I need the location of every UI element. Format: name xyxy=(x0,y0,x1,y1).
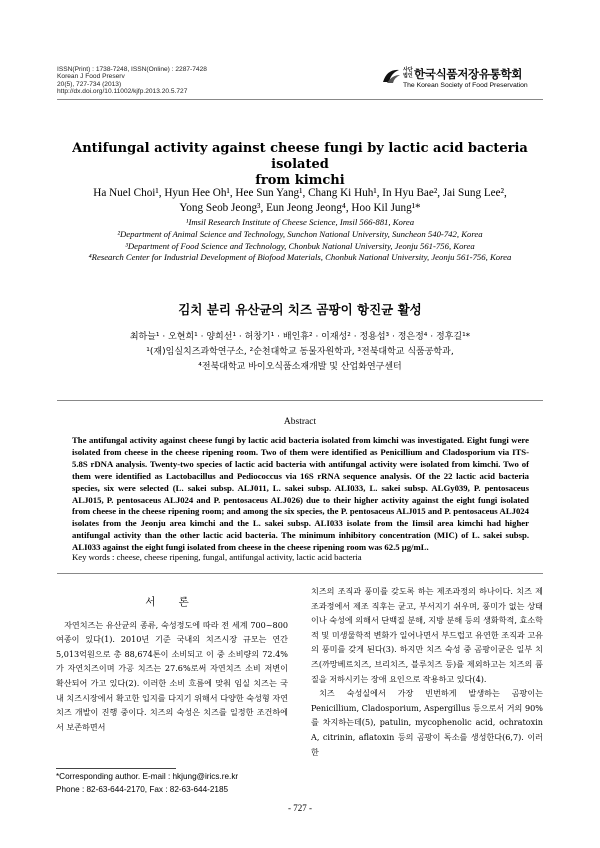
korean-affiliation-2: ⁴전북대학교 바이오식품소재개발 및 산업화연구센터 xyxy=(198,362,402,372)
korean-authors: 최하늘¹ · 오현희¹ · 양희선¹ · 허창기¹ · 배인휴² · 이재성² · 정용섭³ · 정은정⁴ · 정후길¹* xyxy=(129,332,471,342)
footnote-divider xyxy=(56,768,176,769)
corresponding-phone: Phone : 82-63-644-2170, Fax : 82-63-644-2185 xyxy=(56,784,229,794)
intro-paragraph-2: 치즈의 조직과 풍미를 갖도록 하는 제조과정의 하나이다. 치즈 제조과정에서 제조 직후는 균고, 부서지기 쉬우며, 풍미가 없는 상태이나 숙성에 의해서 단백질 분해, 지방 분해 등의 생화학적, 효소학적 및 미생물학적 변화가 일어나면서 부드럽고 유연한 조직과 고유의 풍미를 갖게 된다(3). 하지만 치즈 숙성 중 곰팡이균은 일부 치즈(까망베르치즈, 브리치즈, 블루치즈 등)를 제외하고는 치즈의 품질을 저하시키는 장애 요인으로 작용하고 있다(4). xyxy=(311,586,543,684)
affiliation-3: ³Department of Food Science and Technology, Chonbuk National University, Jeonju 561-756, Korea xyxy=(125,240,475,251)
title-line-1: Antifungal activity against cheese fungi by lactic acid bacteria isolated xyxy=(72,141,528,172)
affiliation-list xyxy=(57,217,543,264)
korean-affiliation-1: ¹(재)임실치즈과학연구소, ²순천대학교 동물자원학과, ³전북대학교 식품공학과, xyxy=(146,347,454,357)
right-column xyxy=(311,584,543,759)
authors-line-1: Ha Nuel Choi¹, Hyun Hee Oh¹, Hee Sun Yang¹, Chang Ki Huh¹, In Hyu Bae², Jai Sung Lee², xyxy=(93,187,507,199)
header-divider xyxy=(57,99,543,100)
page-number: - 727 - xyxy=(288,803,312,813)
corresponding-author xyxy=(56,771,238,796)
intro-paragraph-3: 치즈 숙성실에서 가장 빈번하게 발생하는 곰팡이는 Penicillium, Cladosporium, Aspergillus 등으로서 거의 90%를 차지하는데(5), patulin, mycophenolic acid, ochratoxin A, citrinin, aflatoxin 등의 곰팡이 독소를 생성한다(6,7). 이러한 xyxy=(311,688,543,757)
issn-line: ISSN(Print) : 1738-7248, ISSN(Online) : 2287-7428 xyxy=(57,66,207,73)
logo-small-text: 사단 법인 xyxy=(403,67,413,79)
logo-korean-name: 한국식품저장유통학회 xyxy=(414,67,523,81)
volume-pages: 20(5), 727-734 (2013) xyxy=(57,80,122,88)
society-logo xyxy=(381,64,561,92)
author-list xyxy=(57,186,543,216)
journal-abbrev: Korean J Food Preserv xyxy=(57,73,125,81)
title-line-2: from kimchi xyxy=(255,173,345,188)
authors-line-2: Yong Seob Jeong³, Eun Jeong Jeong⁴, Hoo Kil Jung¹* xyxy=(179,202,421,214)
abstract-heading: Abstract xyxy=(283,417,317,427)
affiliation-4: ⁴Research Center for Industrial Development of Biofood Materials, Chonbuk National University, Jeonju 561-756, Korea xyxy=(88,252,512,263)
logo-english-name: The Korean Society of Food Preservation xyxy=(403,82,528,89)
corresponding-email: *Corresponding author. E-mail : hkjung@irics.re.kr xyxy=(56,772,239,781)
journal-info xyxy=(57,66,207,96)
keywords: Key words : cheese, cheese ripening, fungal, antifungal activity, lactic acid bacteria xyxy=(72,552,362,562)
body-divider xyxy=(57,573,543,574)
society-emblem-icon xyxy=(381,67,401,85)
left-column xyxy=(56,589,288,734)
korean-title: 김치 분리 유산균의 치즈 곰팡이 항진균 활성 xyxy=(178,302,422,317)
affiliation-2: ²Department of Animal Science and Technology, Sunchon National University, Suncheon 540-742, Korea xyxy=(117,228,483,239)
intro-paragraph-1: 자연치즈는 유산균의 종류, 숙성정도에 따라 전 세계 700~800여종이 있다(1). 2010년 기준 국내의 치즈시장 규모는 연간 5,013억원으로 총 88,674톤이 소비되고 이 중 소비량의 72.4%가 자연치즈이며 가공 치즈는 27.6%로써 자연치즈 소비 저변이 확산되어 가고 있다(2). 이러한 소비 흐름에 맞춰 임실 치즈는 국내 치즈시장에서 확고한 입지를 다지기 위해서 다양한 숙성형 자연치즈 개발이 진행 중이다. 치즈의 숙성은 치즈를 일정한 조건하에서 보존하면서 xyxy=(56,619,288,732)
affiliation-1: ¹Imsil Research Institute of Cheese Science, Imsil 566-881, Korea xyxy=(185,217,415,227)
doi-link[interactable]: http://dx.doi.org/10.11002/kjfp.2013.20.5.727 xyxy=(57,88,188,96)
abstract-divider xyxy=(57,400,543,401)
section-heading-introduction: 서 론 xyxy=(145,596,199,608)
korean-author-block xyxy=(57,330,543,375)
paper-title xyxy=(57,141,543,189)
abstract-body: The antifungal activity against cheese fungi by lactic acid bacteria isolated from kimchi was investigated. Eight fungi were isolated from cheese in the cheese ripening room. Two of them were identified as Penicillium and Cladosporium via ITS-5.8S rDNA analysis. Twenty-two species of lactic acid bacteria with antifungal activity were isolated from kimchi. Two of them were identified as Lactobacillus and Pediococcus via 16S rRNA sequence analysis. Of the 22 lactic acid bacteria species, six were selected (L. sakei subsp. ALJ011, L. sakei subsp. ALI033, L. sakei subsp. ALGy039, P. pentosaceus ALJ015, P. pentosaceus ALJ024 and P. pentosaceus ALJ026) due to their higher activity against the eight fungi isolated from cheese in the cheese ripening room; and among the six species, the P. pentosaceus ALJ015 and P. pentosaceus ALJ024 isolates from the Jeonju area kimchi and the L. sakei subsp. ALI033 isolate from the Iimsil area kimchi had higher antifungal activity than the other lactic acid bacteria. The minimum inhibitory concentration (MIC) of L. sakei subsp. ALI033 against the eight fungi isolated from cheese in the cheese ripening room was 62.5 μg/mL. xyxy=(72,435,529,553)
